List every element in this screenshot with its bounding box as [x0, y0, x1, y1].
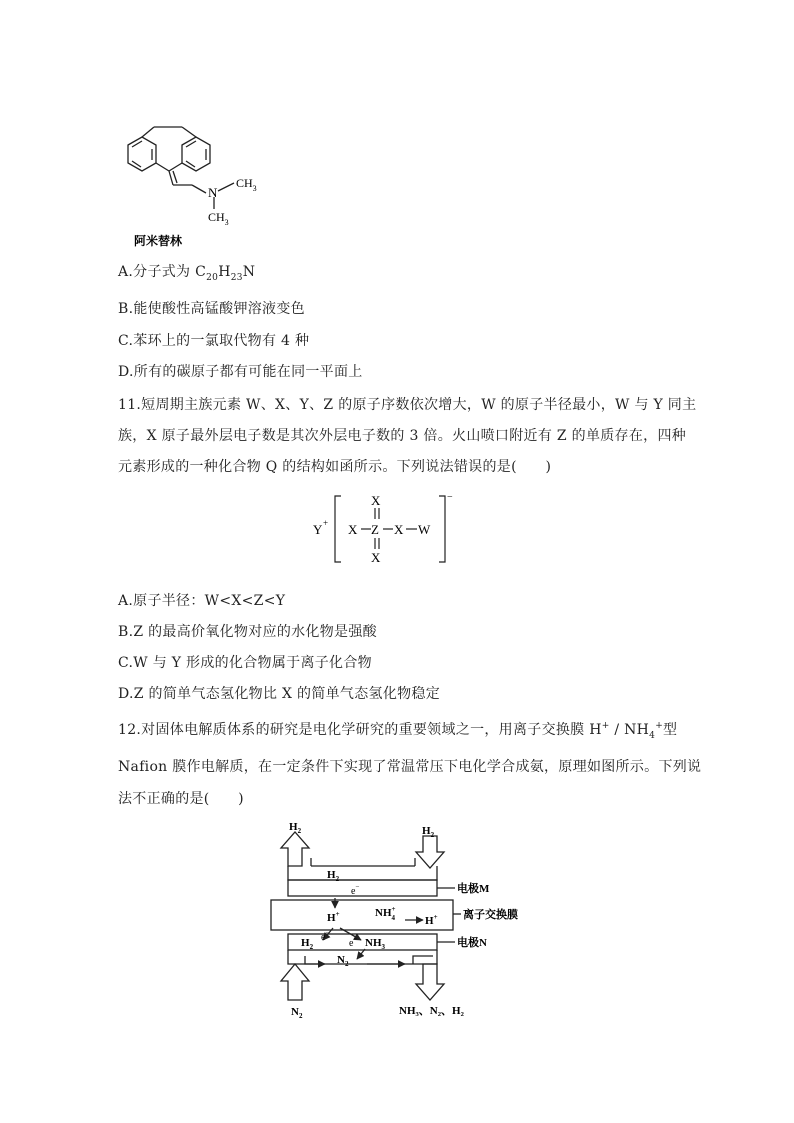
- label-electrode-m: 电极M: [457, 883, 490, 895]
- q12-stem-line1: 12.对固体电解质体系的研究是电化学研究的重要领域之一，用离子交换膜 $H^+ / NH_4^+$型: [118, 721, 678, 741]
- label-nh4-membrane: NH+ 4: [375, 905, 396, 922]
- nitrogen-atom: N: [208, 185, 218, 200]
- label-hplus-left: H+: [327, 910, 340, 924]
- label-h2-in: $H_2$: [422, 825, 435, 839]
- svg-text:X: X: [348, 522, 358, 537]
- svg-text:W: W: [418, 522, 431, 537]
- svg-text:X: X: [394, 522, 404, 537]
- label-h2-n-side: $H_2$: [301, 937, 314, 951]
- label-n2-channel: $N_2$: [337, 954, 349, 968]
- methyl-bottom: $CH_3$: [208, 210, 229, 227]
- label-hplus-right: H+: [425, 913, 438, 927]
- ammonia-synthesis-diagram: [265, 818, 555, 1023]
- compound-q-structure: [305, 488, 475, 570]
- q10-option-b: B.能使酸性高锰酸钾溶液变色: [118, 301, 305, 317]
- q11-option-a: A.原子半径：W<X<Z<Y: [118, 593, 286, 609]
- svg-text:Z: Z: [371, 522, 379, 537]
- label-electron-mid: e−: [349, 935, 358, 949]
- label-h2-out: $H_2$: [289, 821, 302, 835]
- q11-option-d: D.Z 的简单气态氢化物比 X 的简单气态氢化物稳定: [118, 686, 441, 702]
- q11-option-c: C.W 与 Y 形成的化合物属于离子化合物: [118, 655, 372, 671]
- label-electrode-n: 电极N: [457, 937, 487, 949]
- svg-text:X: X: [371, 550, 381, 565]
- q10-option-d: D.所有的碳原子都有可能在同一平面上: [118, 364, 363, 380]
- label-outlet-gases: NH₃、N₂、H₂: [399, 1005, 464, 1017]
- q12-stem-line2: Nafion 膜作电解质，在一定条件下实现了常温常压下电化学合成氨，原理如图所示。下列说: [118, 759, 702, 775]
- label-electron-top: e−: [351, 883, 360, 897]
- methyl-top: $CH_3$: [236, 176, 257, 193]
- q11-stem-line1: 11.短周期主族元素 W、X、Y、Z 的原子序数依次增大，W 的原子半径最小，W 与 Y 同主: [118, 397, 697, 413]
- label-h2-channel: $H_2$: [327, 869, 340, 883]
- q11-stem-line3: 元素形成的一种化合物 Q 的结构如函所示。下列说法错误的是( ): [118, 459, 552, 475]
- q10-option-c: C.苯环上的一氯取代物有 4 种: [118, 333, 310, 349]
- svg-text:+: +: [323, 518, 329, 528]
- svg-text:−: −: [447, 492, 453, 503]
- label-nh3-n-side: $NH_3$: [365, 937, 385, 951]
- q11-stem-line2: 族，X 原子最外层电子数是其次外层电子数的 3 倍。火山喷口附近有 Z 的单质存在，四种: [118, 428, 687, 444]
- q12-stem-line3: 法不正确的是( ): [118, 791, 244, 807]
- amitriptyline-structure: [110, 125, 280, 255]
- molecule-caption: 阿米替林: [134, 234, 183, 248]
- label-membrane: 离子交换膜: [463, 909, 518, 921]
- q11-option-b: B.Z 的最高价氧化物对应的水化物是强酸: [118, 624, 377, 640]
- q10-option-a: A.分子式为 $C_{20}H_{23}N$: [118, 264, 256, 283]
- svg-text:Y: Y: [313, 522, 323, 537]
- svg-text:X: X: [371, 493, 381, 508]
- label-electron-left: e−: [321, 929, 330, 943]
- label-n2-in: $N_2$: [291, 1006, 303, 1020]
